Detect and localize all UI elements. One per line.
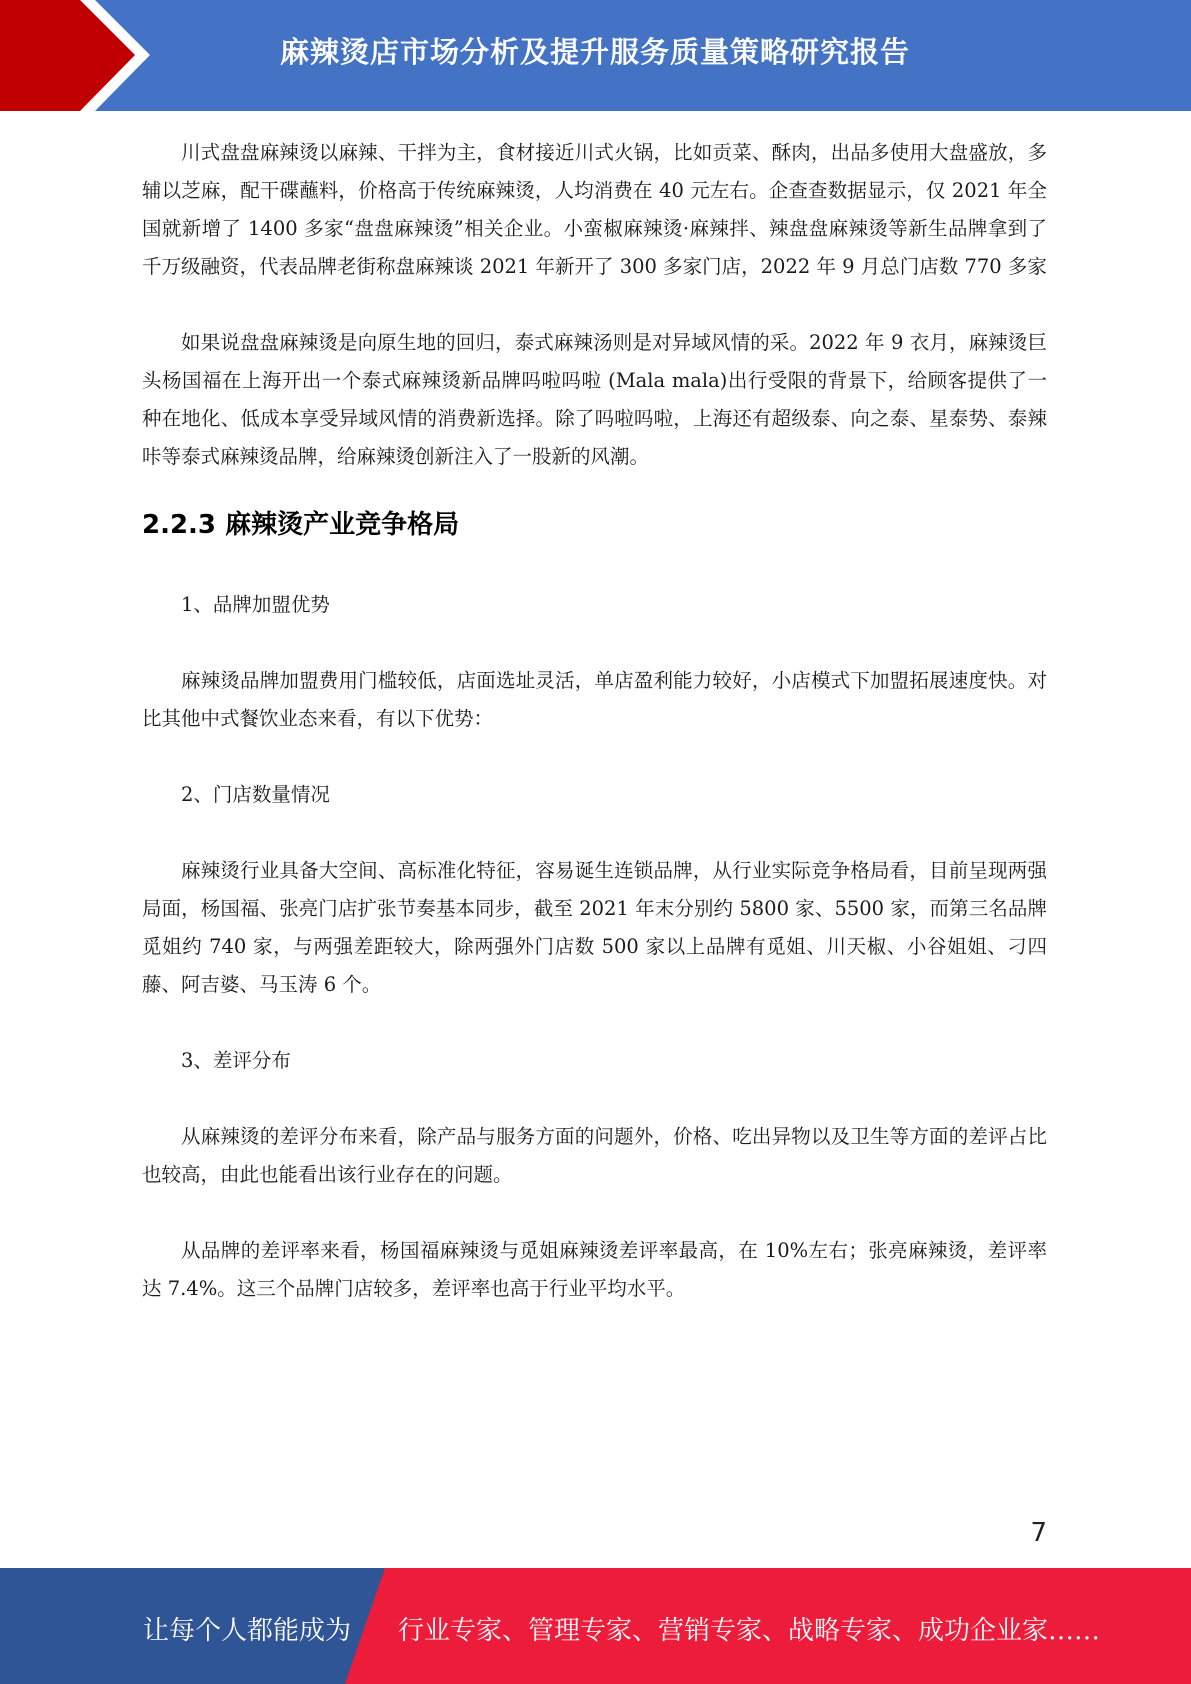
paragraph-thai-malatang: 如果说盘盘麻辣烫是向原生地的回归，泰式麻辣汤则是对异域风情的采。2022 年 9 衣月，麻辣烫巨头杨国福在上海开出一个泰式麻辣烫新品牌吗啦吗啦 (Mala mala)出行受限的背景下，给顾客提供了一种在地化、低成本享受异域风情的消费新选择。除了吗啦吗啦，上海还有超级泰、向之泰、星泰势、泰辣咔等泰式麻辣烫品牌，给麻辣烫创新注入了一股新的风潮。 (142, 331, 1047, 468)
paragraph-review-distribution: 从麻辣烫的差评分布来看，除产品与服务方面的问题外，价格、吃出异物以及卫生等方面的差评占比也较高，由此也能看出该行业存在的问题。 (142, 1125, 1047, 1186)
page-number: 7 (1030, 1518, 1047, 1548)
paragraph-panpan-malatang: 川式盘盘麻辣烫以麻辣、干拌为主，食材接近川式火锅，比如贡菜、酥肉，出品多使用大盘盛放，多辅以芝麻，配干碟蘸料，价格高于传统麻辣烫，人均消费在 40 元左右。企查查数据显示，仅 2021 年全国就新增了 1400 多家“盘盘麻辣烫”相关企业。小蛮椒麻辣烫·麻辣拌、辣盘盘麻辣烫等新生品牌拿到了千万级融资，代表品牌老街称盘麻辣谈 2021 年新开了 300 多家门店，2022 年 9 月总门店数 770 多家 (142, 141, 1047, 278)
document-title: 麻辣烫店市场分析及提升服务质量策略研究报告 (280, 35, 911, 69)
section-heading: 2.2.3 麻辣烫产业竞争格局 (142, 510, 460, 540)
footer-banner (0, 1568, 1191, 1684)
subheading-negative-reviews: 3、差评分布 (181, 1049, 291, 1072)
subheading-brand-franchise: 1、品牌加盟优势 (181, 593, 330, 616)
subheading-store-count: 2、门店数量情况 (181, 783, 330, 806)
footer-slogan-left: 让每个人都能成为 (143, 1616, 352, 1646)
header-banner (0, 0, 1191, 111)
page-body (142, 134, 1047, 1308)
paragraph-brand-review-rate: 从品牌的差评率来看，杨国福麻辣烫与觅姐麻辣烫差评率最高，在 10%左右；张亮麻辣烫，差评率达 7.4%。这三个品牌门店较多，差评率也高于行业平均水平。 (142, 1239, 1047, 1300)
paragraph-franchise: 麻辣烫品牌加盟费用门槛较低，店面选址灵活，单店盈利能力较好，小店模式下加盟拓展速度快。对比其他中式餐饮业态来看，有以下优势： (142, 669, 1047, 730)
paragraph-store-count: 麻辣烫行业具备大空间、高标准化特征，容易诞生连锁品牌，从行业实际竞争格局看，目前呈现两强局面，杨国福、张亮门店扩张节奏基本同步，截至 2021 年末分别约 5800 家、5500 家，而第三名品牌觅姐约 740 家，与两强差距较大，除两强外门店数 500 家以上品牌有觅姐、川天椒、小谷姐姐、刁四藤、阿吉婆、马玉涛 6 个。 (142, 859, 1047, 996)
footer-slogan-right: 行业专家、管理专家、营销专家、战略专家、成功企业家…… (398, 1616, 1101, 1646)
